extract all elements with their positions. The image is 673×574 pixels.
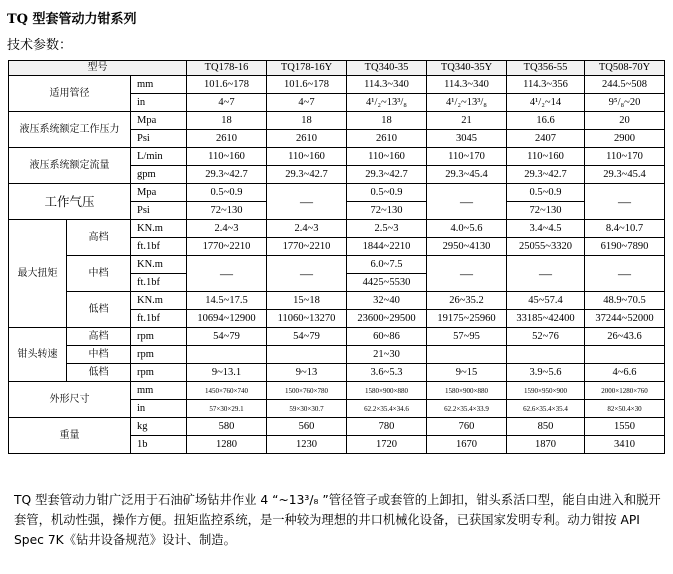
empty-dash-cell: — bbox=[585, 184, 665, 220]
value-cell: 16.6 bbox=[507, 112, 585, 130]
value-cell: 11060~13270 bbox=[267, 310, 347, 328]
model-cell: TQ356-55 bbox=[507, 61, 585, 76]
value-cell: 23600~29500 bbox=[347, 310, 427, 328]
unit-cell: 1b bbox=[131, 436, 187, 454]
value-cell: 110~160 bbox=[507, 148, 585, 166]
value-cell: 18 bbox=[187, 112, 267, 130]
table-row bbox=[9, 148, 665, 166]
group-label-dimensions: 外形尺寸 bbox=[9, 382, 131, 418]
gear-label-high: 高档 bbox=[67, 328, 131, 346]
model-label: 型号 bbox=[9, 61, 187, 76]
value-cell: 37244~52000 bbox=[585, 310, 665, 328]
value-cell: 1844~2210 bbox=[347, 238, 427, 256]
value-cell: 1550 bbox=[585, 418, 665, 436]
table-row bbox=[9, 418, 665, 436]
value-cell: 3.9~5.6 bbox=[507, 364, 585, 382]
value-cell: 1720 bbox=[347, 436, 427, 454]
empty-cell bbox=[267, 346, 347, 364]
table-row bbox=[9, 328, 665, 346]
value-cell: 4425~5530 bbox=[347, 274, 427, 292]
value-cell: 14.5~17.5 bbox=[187, 292, 267, 310]
value-cell: 2950~4130 bbox=[427, 238, 507, 256]
section-subtitle: 技术参数： bbox=[7, 38, 73, 53]
value-cell: 9~13 bbox=[267, 364, 347, 382]
empty-dash-cell: — bbox=[507, 256, 585, 292]
empty-dash-cell: — bbox=[427, 184, 507, 220]
table-row bbox=[9, 382, 665, 400]
group-label-hyd-pressure: 液压系统额定工作压力 bbox=[9, 112, 131, 148]
value-cell: 1590×950×900 bbox=[507, 382, 585, 400]
value-cell: 9~13.1 bbox=[187, 364, 267, 382]
value-cell: 1280 bbox=[187, 436, 267, 454]
unit-cell: L/min bbox=[131, 148, 187, 166]
value-cell: 19175~25960 bbox=[427, 310, 507, 328]
value-cell: 6190~7890 bbox=[585, 238, 665, 256]
empty-cell bbox=[427, 346, 507, 364]
value-cell: 4~7 bbox=[187, 94, 267, 112]
unit-cell: mm bbox=[131, 76, 187, 94]
gear-label-high: 高档 bbox=[67, 220, 131, 256]
table-header-row bbox=[9, 61, 665, 76]
group-label-hyd-flow: 液压系统额定流量 bbox=[9, 148, 131, 184]
value-cell: 32~40 bbox=[347, 292, 427, 310]
value-cell: 3.6~5.3 bbox=[347, 364, 427, 382]
value-cell: 52~76 bbox=[507, 328, 585, 346]
value-cell: 8.4~10.7 bbox=[585, 220, 665, 238]
value-cell: 110~170 bbox=[585, 148, 665, 166]
value-cell: 2.4~3 bbox=[187, 220, 267, 238]
unit-cell: mm bbox=[131, 382, 187, 400]
value-cell: 59×30×30.7 bbox=[267, 400, 347, 418]
value-cell: 0.5~0.9 bbox=[347, 184, 427, 202]
gear-label-low: 低档 bbox=[67, 364, 131, 382]
value-cell: 54~79 bbox=[187, 328, 267, 346]
unit-cell: Psi bbox=[131, 130, 187, 148]
value-cell: 21~30 bbox=[347, 346, 427, 364]
gear-label-mid: 中档 bbox=[67, 256, 131, 292]
value-cell: 1230 bbox=[267, 436, 347, 454]
value-cell: 0.5~0.9 bbox=[507, 184, 585, 202]
value-cell: 9~15 bbox=[427, 364, 507, 382]
table-row bbox=[9, 256, 665, 274]
group-label-pipe-size: 适用管径 bbox=[9, 76, 131, 112]
value-cell: 29.3~42.7 bbox=[347, 166, 427, 184]
value-cell: 72~130 bbox=[507, 202, 585, 220]
value-cell: 560 bbox=[267, 418, 347, 436]
value-cell: 54~79 bbox=[267, 328, 347, 346]
table-row bbox=[9, 76, 665, 94]
empty-dash-cell: — bbox=[187, 256, 267, 292]
unit-cell: in bbox=[131, 400, 187, 418]
value-cell: 2610 bbox=[267, 130, 347, 148]
value-cell: 4¹/₂~14 bbox=[507, 94, 585, 112]
value-cell: 4¹/₂~13³/₈ bbox=[347, 94, 427, 112]
value-cell: 0.5~0.9 bbox=[187, 184, 267, 202]
table-row bbox=[9, 364, 665, 382]
table-row bbox=[9, 292, 665, 310]
value-cell: 4~7 bbox=[267, 94, 347, 112]
group-label-weight: 重量 bbox=[9, 418, 131, 454]
value-cell: 15~18 bbox=[267, 292, 347, 310]
value-cell: 2407 bbox=[507, 130, 585, 148]
value-cell: 72~130 bbox=[347, 202, 427, 220]
unit-cell: Psi bbox=[131, 202, 187, 220]
model-cell: TQ178-16 bbox=[187, 61, 267, 76]
value-cell: 29.3~45.4 bbox=[427, 166, 507, 184]
unit-cell: kg bbox=[131, 418, 187, 436]
model-cell: TQ508-70Y bbox=[585, 61, 665, 76]
value-cell: 6.0~7.5 bbox=[347, 256, 427, 274]
unit-cell: KN.m bbox=[131, 256, 187, 274]
value-cell: 82×50.4×30 bbox=[585, 400, 665, 418]
unit-cell: ft.1bf bbox=[131, 310, 187, 328]
value-cell: 1580×900×880 bbox=[347, 382, 427, 400]
value-cell: 1770~2210 bbox=[187, 238, 267, 256]
value-cell: 57×30×29.1 bbox=[187, 400, 267, 418]
value-cell: 25055~3320 bbox=[507, 238, 585, 256]
value-cell: 18 bbox=[267, 112, 347, 130]
product-description: TQ 型套管动力钳广泛用于石油矿场钻井作业 4 “~13³/₈ ”管径管子或套管的上卸扣，钳头系活口型，能自由进入和脱开套管，机动性强，操作方便。扭矩监控系统，是一种较为理想的井口机械化设备，已获国家发明专利。动力钳按 API Spec 7K《钻井设备规范》设计、制造。 bbox=[14, 493, 661, 547]
value-cell: 62.6×35.4×35.4 bbox=[507, 400, 585, 418]
model-cell: TQ340-35 bbox=[347, 61, 427, 76]
value-cell: 2.5~3 bbox=[347, 220, 427, 238]
value-cell: 48.9~70.5 bbox=[585, 292, 665, 310]
empty-dash-cell: — bbox=[267, 256, 347, 292]
value-cell: 45~57.4 bbox=[507, 292, 585, 310]
value-cell: 2900 bbox=[585, 130, 665, 148]
value-cell: 101.6~178 bbox=[267, 76, 347, 94]
value-cell: 110~160 bbox=[187, 148, 267, 166]
unit-cell: KN.m bbox=[131, 220, 187, 238]
gear-label-low: 低档 bbox=[67, 292, 131, 328]
unit-cell: rpm bbox=[131, 328, 187, 346]
value-cell: 1450×760×740 bbox=[187, 382, 267, 400]
value-cell: 3410 bbox=[585, 436, 665, 454]
table-row bbox=[9, 184, 665, 202]
value-cell: 110~160 bbox=[267, 148, 347, 166]
value-cell: 1670 bbox=[427, 436, 507, 454]
value-cell: 580 bbox=[187, 418, 267, 436]
unit-cell: Mpa bbox=[131, 112, 187, 130]
value-cell: 114.3~340 bbox=[427, 76, 507, 94]
value-cell: 110~170 bbox=[427, 148, 507, 166]
empty-cell bbox=[585, 346, 665, 364]
empty-cell bbox=[187, 346, 267, 364]
value-cell: 9⁵/₈~20 bbox=[585, 94, 665, 112]
value-cell: 3.4~4.5 bbox=[507, 220, 585, 238]
table-row bbox=[9, 220, 665, 238]
value-cell: 2610 bbox=[347, 130, 427, 148]
value-cell: 1870 bbox=[507, 436, 585, 454]
value-cell: 18 bbox=[347, 112, 427, 130]
group-label-max-torque: 最大扭矩 bbox=[9, 220, 67, 328]
value-cell: 114.3~356 bbox=[507, 76, 585, 94]
value-cell: 1500×760×780 bbox=[267, 382, 347, 400]
unit-cell: rpm bbox=[131, 346, 187, 364]
unit-cell: rpm bbox=[131, 364, 187, 382]
empty-dash-cell: — bbox=[267, 184, 347, 220]
value-cell: 110~160 bbox=[347, 148, 427, 166]
model-cell: TQ340-35Y bbox=[427, 61, 507, 76]
table-row bbox=[9, 112, 665, 130]
value-cell: 26~43.6 bbox=[585, 328, 665, 346]
value-cell: 62.2×35.4×33.9 bbox=[427, 400, 507, 418]
value-cell: 29.3~42.7 bbox=[507, 166, 585, 184]
value-cell: 2.4~3 bbox=[267, 220, 347, 238]
table-row bbox=[9, 346, 665, 364]
group-label-air-pressure: 工作气压 bbox=[9, 184, 131, 220]
value-cell: 57~95 bbox=[427, 328, 507, 346]
value-cell: 101.6~178 bbox=[187, 76, 267, 94]
unit-cell: Mpa bbox=[131, 184, 187, 202]
value-cell: 26~35.2 bbox=[427, 292, 507, 310]
value-cell: 244.5~508 bbox=[585, 76, 665, 94]
value-cell: 29.3~42.7 bbox=[267, 166, 347, 184]
value-cell: 20 bbox=[585, 112, 665, 130]
unit-cell: KN.m bbox=[131, 292, 187, 310]
value-cell: 3045 bbox=[427, 130, 507, 148]
value-cell: 850 bbox=[507, 418, 585, 436]
model-cell: TQ178-16Y bbox=[267, 61, 347, 76]
empty-cell bbox=[507, 346, 585, 364]
value-cell: 4~6.6 bbox=[585, 364, 665, 382]
value-cell: 114.3~340 bbox=[347, 76, 427, 94]
value-cell: 760 bbox=[427, 418, 507, 436]
value-cell: 1770~2210 bbox=[267, 238, 347, 256]
value-cell: 780 bbox=[347, 418, 427, 436]
value-cell: 62.2×35.4×34.6 bbox=[347, 400, 427, 418]
group-label-speed: 钳头转速 bbox=[9, 328, 67, 382]
value-cell: 1580×900×880 bbox=[427, 382, 507, 400]
unit-cell: ft.1bf bbox=[131, 238, 187, 256]
empty-dash-cell: — bbox=[427, 256, 507, 292]
value-cell: 29.3~42.7 bbox=[187, 166, 267, 184]
unit-cell: gpm bbox=[131, 166, 187, 184]
unit-cell: ft.1bf bbox=[131, 274, 187, 292]
value-cell: 60~86 bbox=[347, 328, 427, 346]
value-cell: 2610 bbox=[187, 130, 267, 148]
value-cell: 4¹/₂~13³/₈ bbox=[427, 94, 507, 112]
value-cell: 33185~42400 bbox=[507, 310, 585, 328]
value-cell: 4.0~5.6 bbox=[427, 220, 507, 238]
gear-label-mid: 中档 bbox=[67, 346, 131, 364]
page-title: TQ 型套管动力钳系列 bbox=[7, 12, 137, 27]
empty-dash-cell: — bbox=[585, 256, 665, 292]
value-cell: 21 bbox=[427, 112, 507, 130]
spec-table bbox=[8, 60, 665, 454]
value-cell: 2000×1280×760 bbox=[585, 382, 665, 400]
unit-cell: in bbox=[131, 94, 187, 112]
value-cell: 29.3~45.4 bbox=[585, 166, 665, 184]
value-cell: 72~130 bbox=[187, 202, 267, 220]
value-cell: 10694~12900 bbox=[187, 310, 267, 328]
